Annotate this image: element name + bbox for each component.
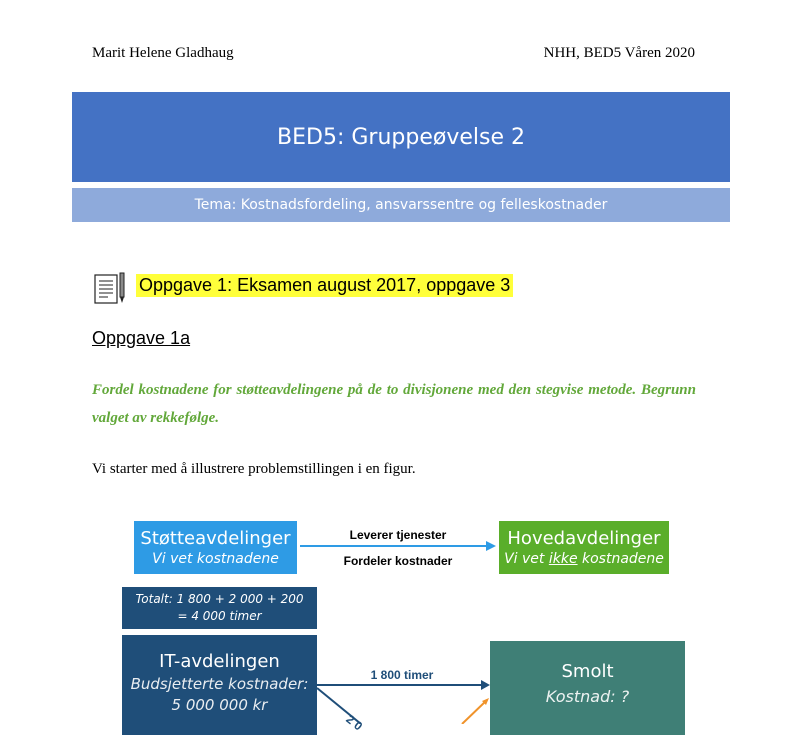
it-department-box xyxy=(122,635,317,735)
task-instruction: Fordel kostnadene for støtteavdelingene på de to divisjonene med den stegvise metode. Begrunn valget av rekkefølge. xyxy=(92,382,696,426)
it-budget-label: Budsjetterte kostnader: xyxy=(130,675,309,693)
main-subtitle: Vi vet ikke kostnadene xyxy=(504,550,664,567)
delivers-services-label: Leverer tjenester xyxy=(349,528,447,542)
support-title: Støtteavdelinger xyxy=(140,527,291,549)
author-name: Marit Helene Gladhaug xyxy=(92,45,234,61)
support-departments-box xyxy=(134,521,297,574)
it-title: IT-avdelingen xyxy=(159,651,280,672)
it-budget-value: 5 000 000 kr xyxy=(171,696,268,714)
task-heading: Oppgave 1: Eksamen august 2017, oppgave 3 xyxy=(136,274,513,297)
total-hours-box xyxy=(122,587,317,629)
document-icon xyxy=(92,270,128,306)
flow-hours-label-2: 2 0 xyxy=(343,712,366,734)
title-banner xyxy=(72,92,730,182)
total-line1: Totalt: 1 800 + 2 000 + 200 xyxy=(135,592,304,606)
total-line2: = 4 000 timer xyxy=(177,609,262,623)
page-subtitle: Tema: Kostnadsfordeling, ansvarssentre og felleskostnader xyxy=(194,197,608,213)
support-subtitle: Vi vet kostnadene xyxy=(152,550,279,567)
smolt-box xyxy=(490,641,685,735)
allocates-costs-label: Fordeler kostnader xyxy=(343,554,453,568)
course-label: NHH, BED5 Våren 2020 xyxy=(543,45,695,61)
flow-hours-label: 1 800 timer xyxy=(370,668,434,682)
intro-text: Vi starter med å illustrere problemstillingen i en figur. xyxy=(92,461,416,477)
subtitle-banner xyxy=(72,188,730,222)
subtask-heading: Oppgave 1a xyxy=(92,328,191,348)
service-arrow xyxy=(298,538,498,554)
main-title: Hovedavdelinger xyxy=(507,527,661,549)
page-title: BED5: Gruppeøvelse 2 xyxy=(277,124,525,150)
smolt-title: Smolt xyxy=(561,661,614,682)
main-departments-box xyxy=(499,521,669,574)
flow-arrows xyxy=(317,676,497,724)
smolt-cost: Kostnad: ? xyxy=(545,687,630,706)
